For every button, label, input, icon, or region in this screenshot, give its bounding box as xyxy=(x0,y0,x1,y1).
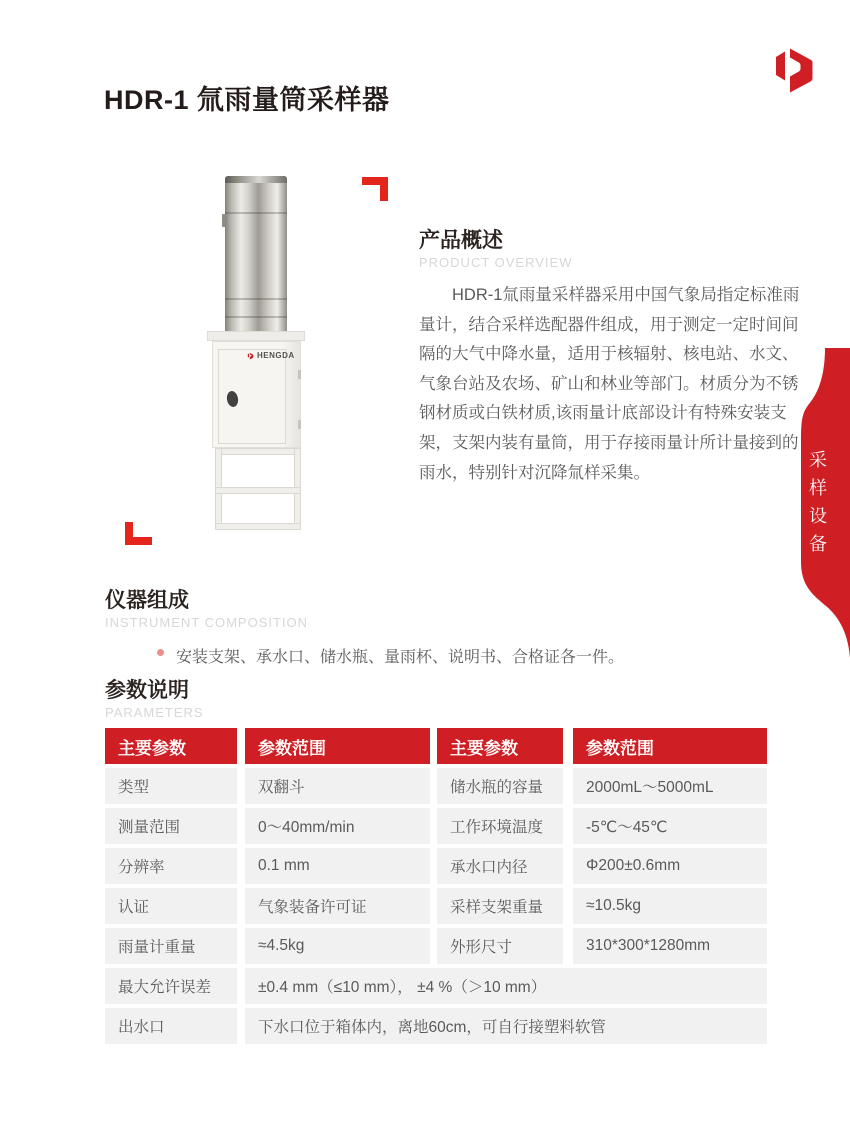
paragraph-line: 气象台站及农场、矿山和林业等部门。材质分为不锈 xyxy=(419,374,799,393)
table-header-cell: 主要参数 xyxy=(437,728,563,764)
table-row xyxy=(105,848,767,884)
stand-crossbar xyxy=(215,487,301,494)
param-value-cell: 下水口位于箱体内，离地60cm，可自行接塑料软管 xyxy=(245,1008,767,1044)
param-value-cell: 0～40mm/min xyxy=(245,808,430,844)
param-label-cell: 分辨率 xyxy=(105,848,237,884)
paragraph-line: HDR-1氚雨量采样器采用中国气象局指定标准雨 xyxy=(452,286,800,304)
stand-bottom-bar xyxy=(215,523,301,530)
param-value-cell: ≈4.5kg xyxy=(245,928,430,964)
cabinet-brand xyxy=(246,351,295,360)
table-header-cell: 参数范围 xyxy=(573,728,767,764)
param-label-cell: 最大允许误差 xyxy=(105,968,237,1004)
param-label-cell: 认证 xyxy=(105,888,237,924)
param-value-cell: 双翻斗 xyxy=(245,768,430,804)
paragraph-line: 隔的大气中降水量，适用于核辐射、核电站、水文、 xyxy=(419,345,799,364)
bullet-dot-icon xyxy=(157,649,164,656)
param-value-cell: Φ200±0.6mm xyxy=(573,848,767,884)
cabinet-brand-label: HENGDA xyxy=(257,351,295,360)
rain-gauge-cylinder xyxy=(225,176,287,332)
composition-bullet-text: 安装支架、承水口、储水瓶、量雨杯、说明书、合格证各一件。 xyxy=(176,649,625,666)
param-value-cell: -5℃～45℃ xyxy=(573,808,767,844)
hinge xyxy=(298,420,301,429)
param-value-cell: 2000mL～5000mL xyxy=(573,768,767,804)
cylinder-rim xyxy=(225,176,287,183)
overview-heading: 产品概述 xyxy=(419,229,503,252)
param-label-cell: 类型 xyxy=(105,768,237,804)
cylinder-latch xyxy=(222,214,227,227)
param-value-cell: 气象装备许可证 xyxy=(245,888,430,924)
page-title: HDR-1 氚雨量筒采样器 xyxy=(104,85,390,115)
param-label-cell: 采样支架重量 xyxy=(437,888,563,924)
param-label-cell: 出水口 xyxy=(105,1008,237,1044)
overview-subheading: PRODUCT OVERVIEW xyxy=(419,255,573,270)
parameters-table xyxy=(105,728,767,1044)
param-value-cell: 310*300*1280mm xyxy=(573,928,767,964)
table-span-row xyxy=(105,1008,767,1044)
side-tab-sampling-equipment xyxy=(793,348,850,658)
param-value-cell: ≈10.5kg xyxy=(573,888,767,924)
parameters-subheading: PARAMETERS xyxy=(105,705,204,720)
param-label-cell: 雨量计重量 xyxy=(105,928,237,964)
param-label-cell: 测量范围 xyxy=(105,808,237,844)
hengda-mini-logo-icon xyxy=(246,351,255,360)
param-label-cell: 外形尺寸 xyxy=(437,928,563,964)
parameters-heading: 参数说明 xyxy=(105,679,189,702)
overview-paragraph xyxy=(419,281,799,488)
param-label-cell: 储水瓶的容量 xyxy=(437,768,563,804)
table-row xyxy=(105,808,767,844)
table-row xyxy=(105,888,767,924)
param-label-cell: 承水口内径 xyxy=(437,848,563,884)
table-header-cell: 参数范围 xyxy=(245,728,430,764)
paragraph-line: 钢材质或白铁材质,该雨量计底部设计有特殊安装支 xyxy=(419,404,787,423)
param-label-cell: 工作环境温度 xyxy=(437,808,563,844)
table-header-row xyxy=(105,728,767,764)
param-value-cell: ±0.4 mm（≤10 mm）， ±4 %（＞10 mm） xyxy=(245,968,767,1004)
composition-heading: 仪器组成 xyxy=(105,589,189,612)
stand-top-rail xyxy=(215,448,301,455)
table-row xyxy=(105,928,767,964)
composition-subheading: INSTRUMENT COMPOSITION xyxy=(105,615,309,630)
paragraph-line: 雨水，特别针对沉降氚样采集。 xyxy=(419,463,650,482)
param-value-cell: 0.1 mm xyxy=(245,848,430,884)
table-row xyxy=(105,768,767,804)
table-header-cell: 主要参数 xyxy=(105,728,237,764)
hinge xyxy=(298,370,301,379)
paragraph-line: 量计，结合采样选配器件组成，用于测定一定时间间 xyxy=(419,315,799,334)
cabinet-top-plate xyxy=(207,331,305,341)
cabinet xyxy=(212,341,301,448)
paragraph-line: 架，支架内装有量筒，用于存接雨量计所计量接到的 xyxy=(419,433,799,452)
hengda-logo-icon xyxy=(763,36,825,96)
table-span-row xyxy=(105,968,767,1004)
side-tab-label: 采样设备 xyxy=(807,450,827,562)
